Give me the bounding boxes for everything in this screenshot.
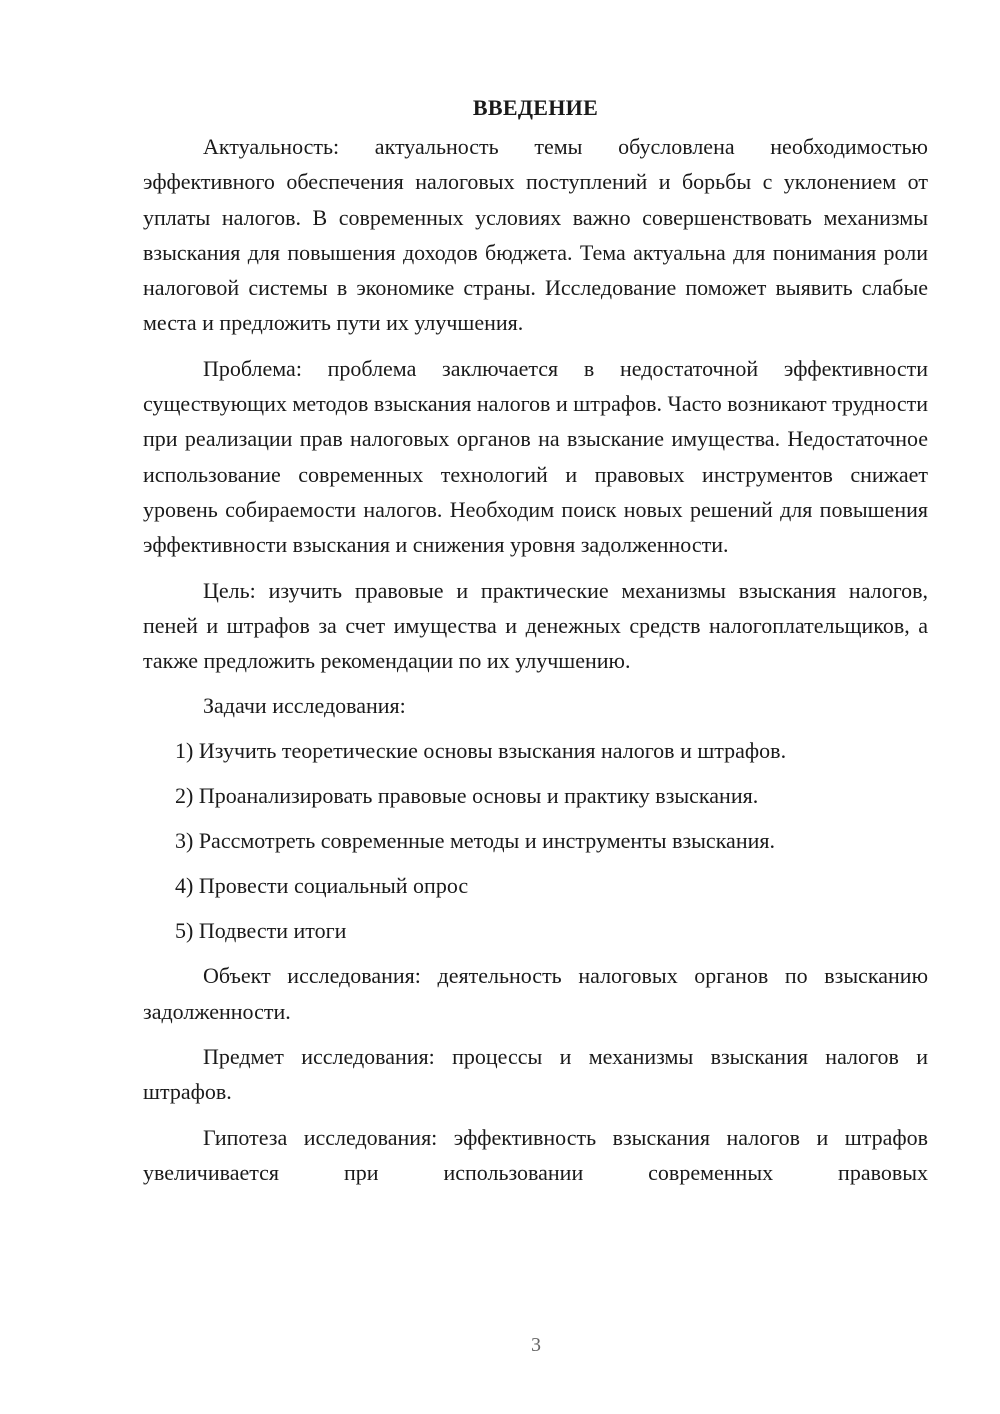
document-page	[143, 90, 928, 1190]
task-item: 4) Провести социальный опрос	[175, 873, 469, 899]
task-item: 3) Рассмотреть современные методы и инструменты взыскания.	[175, 828, 775, 854]
page-number: 3	[531, 1334, 541, 1356]
problem-paragraph: Проблема: проблема заключается в недостаточной эффективности существующих методов взыскания налогов и штрафов. Часто возникают трудности при реализации прав налоговых органов на взыскание имущества. Недостаточное использование современных технологий и правовых инструментов снижает уровень собираемости налогов. Необходим поиск новых решений для повышения эффективности взыскания и снижения уровня задолженности.	[143, 355, 928, 558]
task-item: 5) Подвести итоги	[175, 918, 347, 944]
task-item: 1) Изучить теоретические основы взыскания налогов и штрафов.	[175, 738, 787, 764]
relevance-paragraph: Актуальность: актуальность темы обусловлена необходимостью эффективного обеспечения налоговых поступлений и борьбы с уклонением от уплаты налогов. В современных условиях важно совершенствовать механизмы взыскания для повышения доходов бюджета. Тема актуальна для понимания роли налоговой системы в экономике страны. Исследование поможет выявить слабые места и предложить пути их улучшения.	[143, 134, 928, 336]
subject-paragraph: Предмет исследования: процессы и механизмы взыскания налогов и штрафов.	[143, 1044, 928, 1105]
hypothesis-paragraph: Гипотеза исследования: эффективность взыскания налогов и штрафов увеличивается при использовании современных правовых	[143, 1124, 928, 1185]
task-item: 2) Проанализировать правовые основы и практику взыскания.	[175, 783, 759, 809]
object-paragraph: Объект исследования: деятельность налоговых органов по взысканию задолженности.	[143, 963, 928, 1024]
tasks-heading: Задачи исследования:	[203, 693, 406, 719]
section-title: ВВЕДЕНИЕ	[472, 95, 599, 120]
goal-paragraph: Цель: изучить правовые и практические механизмы взыскания налогов, пеней и штрафов за счет имущества и денежных средств налогоплательщиков, а также предложить рекомендации по их улучшению.	[143, 577, 928, 674]
